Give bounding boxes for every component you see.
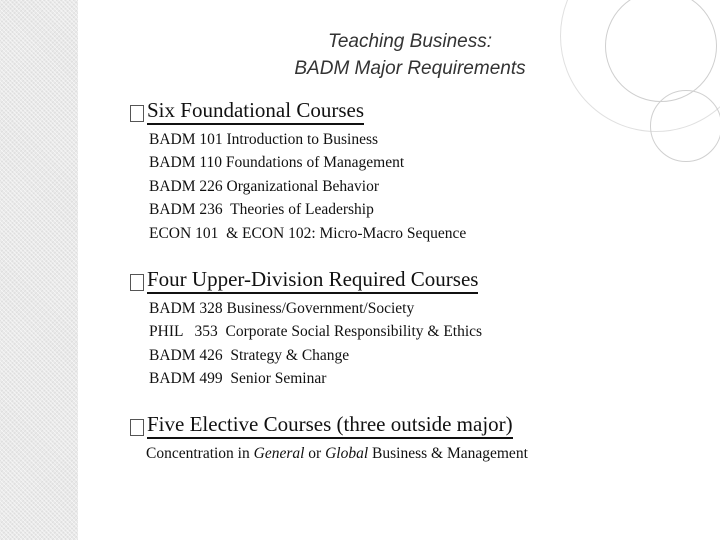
- course-item: BADM 426 Strategy & Change: [149, 346, 350, 364]
- course-list: [149, 128, 466, 245]
- section-foundational-courses: [130, 98, 466, 245]
- note-term-general: General: [253, 445, 305, 462]
- course-item: BADM 101 Introduction to Business: [149, 131, 379, 148]
- concentration-note: [146, 443, 528, 465]
- course-item: ECON 101 & ECON 102: Micro-Macro Sequence: [149, 224, 467, 242]
- note-term-global: Global: [325, 445, 369, 462]
- course-item: BADM 110 Foundations of Management: [149, 154, 405, 172]
- note-prefix: Concentration in: [146, 445, 254, 462]
- decorative-circle-small: [650, 90, 720, 162]
- slide-title: [240, 28, 580, 82]
- course-item: BADM 226 Organizational Behavior: [149, 177, 380, 195]
- section-heading-text: Five Elective Courses (three outside major): [147, 412, 513, 439]
- section-upper-division-courses: [130, 267, 482, 391]
- note-middle: or: [304, 445, 326, 462]
- section-heading: [130, 98, 466, 125]
- course-item: PHIL 353 Corporate Social Responsibility & Ethics: [149, 323, 483, 341]
- slide-title-line-1: Teaching Business:: [327, 31, 493, 52]
- course-item: BADM 236 Theories of Leadership: [149, 201, 374, 219]
- section-heading-text: Six Foundational Courses: [147, 98, 364, 125]
- checkbox-bullet-icon: [130, 274, 144, 291]
- slide-title-line-2: BADM Major Requirements: [294, 58, 526, 79]
- checkbox-bullet-icon: [130, 419, 144, 436]
- section-heading-text: Four Upper-Division Required Courses: [147, 267, 478, 294]
- section-heading: [130, 412, 528, 439]
- note-suffix: Business & Management: [368, 445, 528, 462]
- left-decorative-bar: [0, 0, 78, 540]
- section-elective-courses: [130, 412, 528, 465]
- course-item: BADM 499 Senior Seminar: [149, 370, 327, 388]
- section-heading: [130, 267, 482, 294]
- course-list: [149, 297, 482, 391]
- checkbox-bullet-icon: [130, 105, 144, 122]
- course-item: BADM 328 Business/Government/Society: [149, 300, 415, 317]
